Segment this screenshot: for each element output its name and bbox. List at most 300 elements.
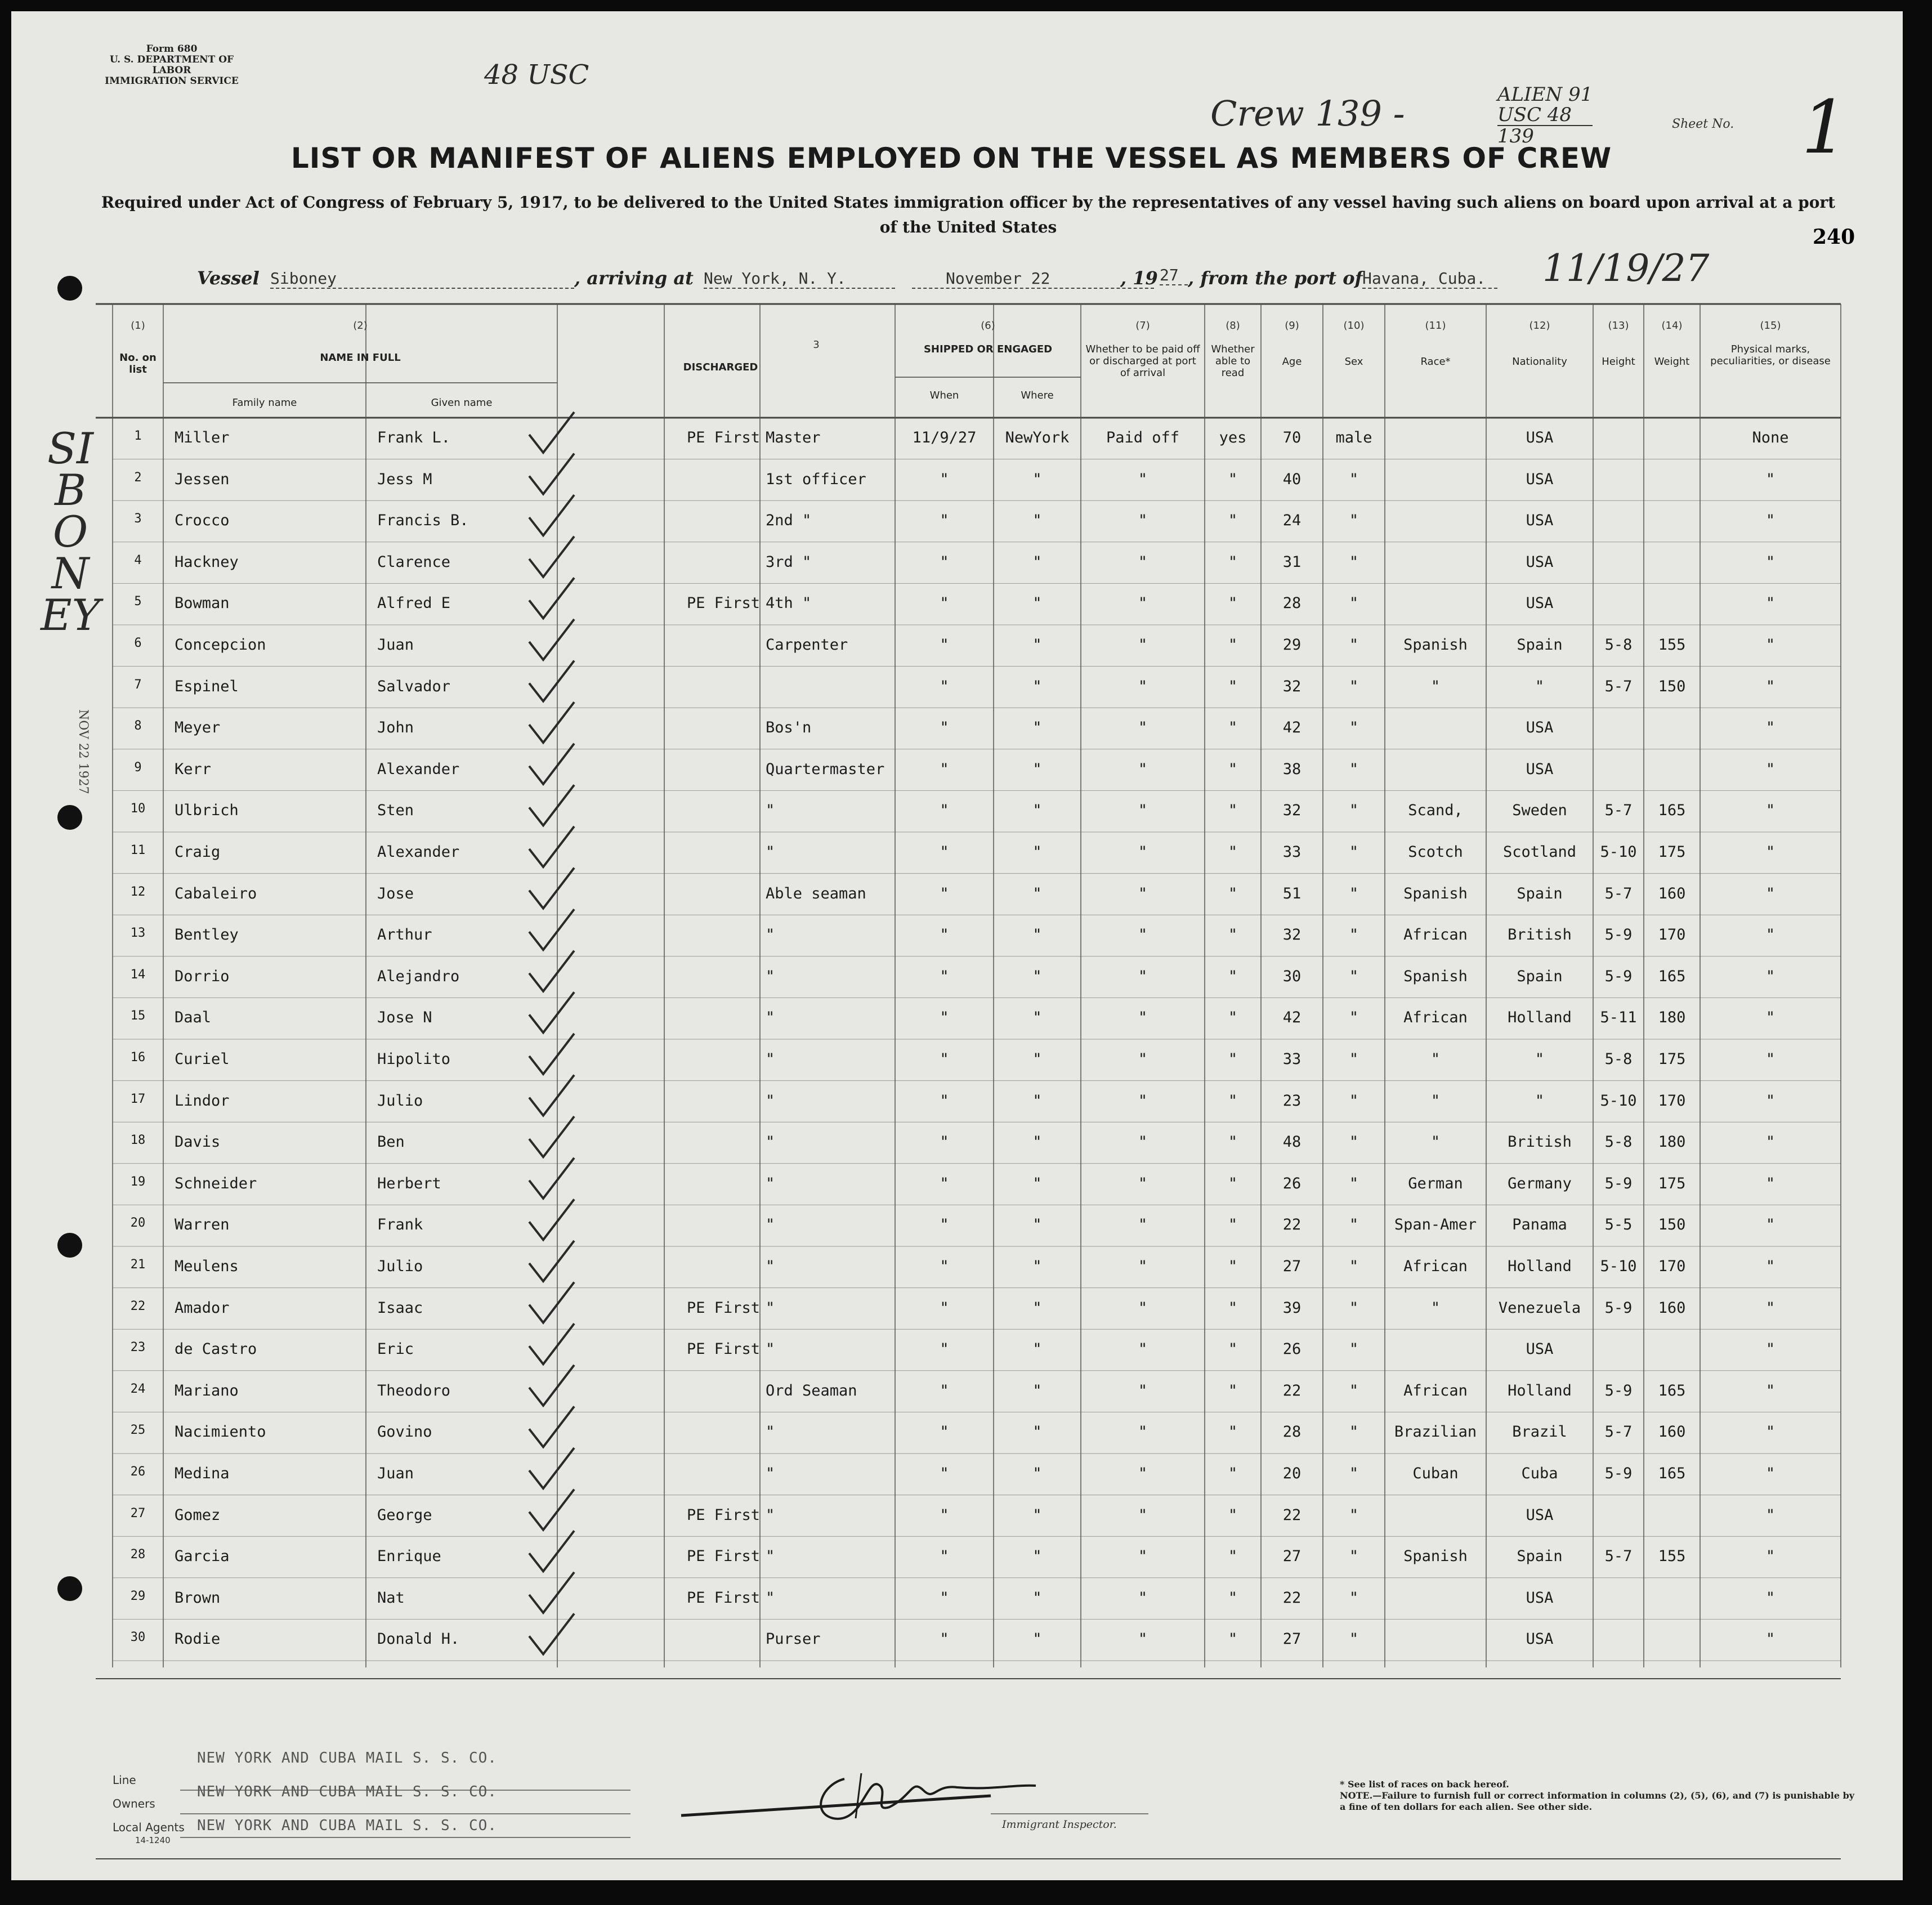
- cell-physical-marks: ": [1765, 677, 1776, 695]
- cell-capacity: ": [766, 1092, 775, 1110]
- cell-age: 22: [1282, 1506, 1302, 1524]
- cell-capacity: ": [766, 1423, 775, 1441]
- cell-physical-marks: ": [1765, 1258, 1776, 1275]
- cell-weight: 165: [1658, 967, 1686, 985]
- cell-sex: ": [1349, 719, 1359, 737]
- cell-paid-off: Paid off: [1106, 429, 1180, 446]
- cell-shipped-when: ": [940, 926, 949, 944]
- cell-family-name: Meulens: [175, 1258, 239, 1275]
- cell-shipped-where: ": [1032, 1340, 1042, 1358]
- footer-note: [1340, 1779, 1858, 1813]
- cell-sex: ": [1349, 1465, 1359, 1482]
- cell-sex: ": [1349, 843, 1359, 861]
- cell-weight: 150: [1658, 1216, 1686, 1234]
- cell-shipped-when: ": [940, 1050, 949, 1068]
- cell-given-name: Frank L.: [377, 429, 451, 446]
- cell-row-number: 17: [130, 1092, 146, 1106]
- cell-sex: ": [1349, 884, 1359, 902]
- cell-weight: 165: [1658, 1381, 1686, 1399]
- total-count: 139: [1497, 125, 1593, 146]
- cell-nationality: USA: [1526, 1340, 1554, 1358]
- cell-family-name: Craig: [175, 843, 221, 861]
- col-given-name: Given name: [431, 397, 493, 409]
- cell-given-name: Jose: [377, 884, 414, 902]
- cell-family-name: Jessen: [175, 470, 230, 488]
- col-13-number: (13): [1608, 320, 1629, 332]
- cell-shipped-where: ": [1032, 843, 1042, 861]
- cell-family-name: Curiel: [175, 1050, 230, 1068]
- cell-shipped-when: ": [940, 1133, 949, 1151]
- cell-row-number: 8: [134, 719, 142, 734]
- cell-row-number: 10: [130, 802, 146, 816]
- cell-shipped-where: ": [1032, 1589, 1042, 1607]
- cell-shipped-where: NewYork: [1005, 429, 1070, 446]
- cell-nationality: Holland: [1508, 1009, 1572, 1027]
- cell-shipped-when: ": [940, 1506, 949, 1524]
- cell-able-to-read: ": [1228, 1340, 1238, 1358]
- cell-nationality: USA: [1526, 512, 1554, 530]
- cell-age: 22: [1282, 1381, 1302, 1399]
- cell-physical-marks: ": [1765, 1589, 1776, 1607]
- cell-able-to-read: ": [1228, 1589, 1238, 1607]
- cell-family-name: Nacimiento: [175, 1423, 266, 1441]
- cell-weight: 160: [1658, 1299, 1686, 1317]
- cell-physical-marks: ": [1765, 1133, 1776, 1151]
- cell-able-to-read: ": [1228, 1174, 1238, 1192]
- cell-given-name: Alejandro: [377, 967, 460, 985]
- cell-family-name: Bentley: [175, 926, 239, 944]
- cell-age: 38: [1282, 760, 1302, 778]
- cell-sex: ": [1349, 512, 1359, 530]
- cell-paid-off: ": [1138, 470, 1148, 488]
- cell-height: 5-9: [1604, 926, 1633, 944]
- cell-age: 31: [1282, 553, 1302, 571]
- cell-nationality: Scotland: [1502, 843, 1577, 861]
- manifest-subtitle: Required under Act of Congress of February 5, 1917, to be delivered to the United States immigration officer by the representatives of any vessel having such aliens on board upon arrival at a port of the United States: [101, 193, 1836, 236]
- cell-family-name: Miller: [175, 429, 230, 446]
- cell-height: 5-9: [1604, 1299, 1633, 1317]
- cell-capacity: ": [766, 1133, 775, 1151]
- cell-row-number: 24: [130, 1381, 146, 1396]
- cell-row-number: 21: [130, 1258, 146, 1272]
- alien-count: ALIEN 91: [1497, 83, 1593, 106]
- cell-able-to-read: ": [1228, 1630, 1238, 1648]
- cell-paid-off: ": [1138, 553, 1148, 571]
- cell-age: 32: [1282, 677, 1302, 695]
- col-family-name: Family name: [232, 397, 297, 409]
- cell-race: ": [1430, 1133, 1441, 1151]
- cell-family-name: Garcia: [175, 1548, 230, 1566]
- cell-sex: ": [1349, 1340, 1359, 1358]
- cell-sex: ": [1349, 1381, 1359, 1399]
- cell-age: 27: [1282, 1258, 1302, 1275]
- cell-sex: male: [1335, 429, 1372, 446]
- cell-race: African: [1403, 1381, 1468, 1399]
- form-code: 14-1240: [135, 1835, 171, 1845]
- col-when: When: [929, 390, 959, 401]
- cell-family-name: Dorrio: [175, 967, 230, 985]
- cell-paid-off: ": [1138, 802, 1148, 820]
- cell-nationality: USA: [1526, 760, 1554, 778]
- cell-row-number: 14: [130, 967, 146, 982]
- col-no-on-list: No. on list: [119, 352, 156, 375]
- cell-given-name: Julio: [377, 1092, 423, 1110]
- cell-able-to-read: ": [1228, 1092, 1238, 1110]
- cell-race: Brazilian: [1394, 1423, 1477, 1441]
- cell-nationality: Panama: [1512, 1216, 1567, 1234]
- cell-capacity: 2nd ": [766, 512, 812, 530]
- cell-shipped-when: ": [940, 1092, 949, 1110]
- cell-sex: ": [1349, 636, 1359, 654]
- cell-nationality: Sweden: [1512, 802, 1567, 820]
- owners-label: Owners: [113, 1797, 155, 1810]
- cell-paid-off: ": [1138, 760, 1148, 778]
- line-stamp: NEW YORK AND CUBA MAIL S. S. CO.: [197, 1750, 497, 1767]
- cell-shipped-when: ": [940, 1299, 949, 1317]
- cell-age: 40: [1282, 470, 1302, 488]
- cell-age: 27: [1282, 1630, 1302, 1648]
- cell-nationality: ": [1535, 677, 1545, 695]
- cell-shipped-when: ": [940, 1589, 949, 1607]
- cell-sex: ": [1349, 1216, 1359, 1234]
- cell-race: African: [1403, 1258, 1468, 1275]
- cell-sex: ": [1349, 1548, 1359, 1566]
- cell-able-to-read: ": [1228, 512, 1238, 530]
- cell-paid-off: ": [1138, 1381, 1148, 1399]
- cell-row-number: 11: [130, 843, 146, 857]
- cell-able-to-read: ": [1228, 1133, 1238, 1151]
- cell-capacity: ": [766, 1340, 775, 1358]
- cell-shipped-where: ": [1032, 1423, 1042, 1441]
- cell-weight: 160: [1658, 1423, 1686, 1441]
- cell-capacity: Ord Seaman: [766, 1381, 857, 1399]
- cell-nationality: Brazil: [1512, 1423, 1567, 1441]
- cell-row-number: 16: [130, 1050, 146, 1065]
- cell-shipped-when: ": [940, 677, 949, 695]
- cell-sex: ": [1349, 1009, 1359, 1027]
- cell-nationality: Holland: [1508, 1258, 1572, 1275]
- cell-discharged-status: PE First: [686, 1589, 760, 1607]
- cell-weight: 175: [1658, 843, 1686, 861]
- cell-row-number: 7: [134, 677, 142, 692]
- arrival-year: 27: [1160, 266, 1188, 285]
- cell-paid-off: ": [1138, 967, 1148, 985]
- cell-physical-marks: ": [1765, 1423, 1776, 1441]
- cell-given-name: Hipolito: [377, 1050, 451, 1068]
- cell-shipped-where: ": [1032, 1381, 1042, 1399]
- cell-paid-off: ": [1138, 1092, 1148, 1110]
- cell-given-name: Eric: [377, 1340, 414, 1358]
- col-shipped-engaged: SHIPPED OR ENGAGED: [923, 343, 1053, 355]
- cell-paid-off: ": [1138, 1258, 1148, 1275]
- cell-able-to-read: ": [1228, 884, 1238, 902]
- cell-capacity: ": [766, 1548, 775, 1566]
- col-race: Race*: [1420, 356, 1451, 368]
- cell-capacity: Carpenter: [766, 636, 848, 654]
- cell-nationality: Cuba: [1521, 1465, 1558, 1482]
- cell-capacity: ": [766, 843, 775, 861]
- cell-family-name: Schneider: [175, 1174, 257, 1192]
- cell-age: 30: [1282, 967, 1302, 985]
- cell-row-number: 29: [130, 1589, 146, 1603]
- cell-height: 5-7: [1604, 1423, 1633, 1441]
- cell-able-to-read: ": [1228, 1050, 1238, 1068]
- cell-able-to-read: ": [1228, 926, 1238, 944]
- cell-family-name: Ulbrich: [175, 802, 239, 820]
- cell-given-name: Juan: [377, 1465, 414, 1482]
- col-age: Age: [1282, 356, 1302, 368]
- cell-shipped-when: ": [940, 594, 949, 612]
- cell-able-to-read: ": [1228, 594, 1238, 612]
- cell-height: 5-7: [1604, 677, 1633, 695]
- cell-able-to-read: ": [1228, 1506, 1238, 1524]
- cell-given-name: Jess M: [377, 470, 432, 488]
- cell-paid-off: ": [1138, 1465, 1148, 1482]
- cell-age: 28: [1282, 594, 1302, 612]
- cell-family-name: de Castro: [175, 1340, 257, 1358]
- cell-sex: ": [1349, 553, 1359, 571]
- cell-shipped-when: ": [940, 1423, 949, 1441]
- col-sex: Sex: [1344, 356, 1363, 368]
- cell-row-number: 22: [130, 1299, 146, 1313]
- cell-age: 23: [1282, 1092, 1302, 1110]
- cell-row-number: 26: [130, 1465, 146, 1479]
- cell-family-name: Warren: [175, 1216, 230, 1234]
- cell-race: Scand,: [1408, 802, 1463, 820]
- cell-able-to-read: ": [1228, 1465, 1238, 1482]
- cell-physical-marks: ": [1765, 802, 1776, 820]
- cell-shipped-when: ": [940, 1630, 949, 1648]
- cell-shipped-when: ": [940, 843, 949, 861]
- cell-able-to-read: ": [1228, 719, 1238, 737]
- cell-discharged-status: PE First: [686, 429, 760, 446]
- cell-physical-marks: ": [1765, 1216, 1776, 1234]
- cell-family-name: Bowman: [175, 594, 230, 612]
- sheet-number: 1: [1801, 84, 1848, 170]
- cell-physical-marks: ": [1765, 553, 1776, 571]
- cell-physical-marks: ": [1765, 636, 1776, 654]
- cell-sex: ": [1349, 1133, 1359, 1151]
- cell-nationality: Spain: [1517, 884, 1563, 902]
- cell-paid-off: ": [1138, 1299, 1148, 1317]
- cell-nationality: Holland: [1508, 1381, 1572, 1399]
- cell-sex: ": [1349, 470, 1359, 488]
- cell-height: 5-7: [1604, 802, 1633, 820]
- cell-shipped-where: ": [1032, 594, 1042, 612]
- cell-weight: 180: [1658, 1009, 1686, 1027]
- cell-nationality: USA: [1526, 1506, 1554, 1524]
- cell-height: 5-9: [1604, 1174, 1633, 1192]
- cell-physical-marks: ": [1765, 1009, 1776, 1027]
- cell-height: 5-5: [1604, 1216, 1633, 1234]
- cell-given-name: Alexander: [377, 843, 460, 861]
- cell-weight: 155: [1658, 1548, 1686, 1566]
- cell-physical-marks: ": [1765, 1299, 1776, 1317]
- cell-row-number: 27: [130, 1506, 146, 1521]
- cell-shipped-where: ": [1032, 760, 1042, 778]
- cell-shipped-where: ": [1032, 967, 1042, 985]
- cell-given-name: Nat: [377, 1589, 405, 1607]
- form-number: Form 680: [146, 43, 198, 55]
- cell-able-to-read: ": [1228, 802, 1238, 820]
- cell-height: 5-9: [1604, 1465, 1633, 1482]
- cell-shipped-where: ": [1032, 1630, 1042, 1648]
- cell-given-name: Theodoro: [377, 1381, 451, 1399]
- cell-physical-marks: ": [1765, 512, 1776, 530]
- cell-family-name: Cabaleiro: [175, 884, 257, 902]
- cell-paid-off: ": [1138, 926, 1148, 944]
- cell-shipped-when: ": [940, 1340, 949, 1358]
- cell-given-name: Donald H.: [377, 1630, 460, 1648]
- cell-height: 5-8: [1604, 1133, 1633, 1151]
- cell-paid-off: ": [1138, 1589, 1148, 1607]
- col-name-in-full: NAME IN FULL: [320, 352, 401, 364]
- cell-family-name: Espinel: [175, 677, 239, 695]
- cell-able-to-read: ": [1228, 760, 1238, 778]
- cell-family-name: Medina: [175, 1465, 230, 1482]
- cell-physical-marks: ": [1765, 760, 1776, 778]
- cell-sex: ": [1349, 677, 1359, 695]
- cell-shipped-where: ": [1032, 1050, 1042, 1068]
- cell-row-number: 20: [130, 1216, 146, 1231]
- cell-paid-off: ": [1138, 1009, 1148, 1027]
- cell-sex: ": [1349, 1299, 1359, 1317]
- cell-physical-marks: ": [1765, 1092, 1776, 1110]
- cell-paid-off: ": [1138, 1548, 1148, 1566]
- cell-family-name: Gomez: [175, 1506, 221, 1524]
- cell-shipped-where: ": [1032, 1133, 1042, 1151]
- cell-sex: ": [1349, 760, 1359, 778]
- cell-capacity: ": [766, 802, 775, 820]
- cell-family-name: Daal: [175, 1009, 212, 1027]
- cell-given-name: Enrique: [377, 1548, 441, 1566]
- cell-shipped-where: ": [1032, 677, 1042, 695]
- cell-nationality: Germany: [1508, 1174, 1572, 1192]
- cell-physical-marks: ": [1765, 1340, 1776, 1358]
- cell-row-number: 15: [130, 1009, 146, 1023]
- cell-given-name: Ben: [377, 1133, 405, 1151]
- cell-sex: ": [1349, 1630, 1359, 1648]
- col-paid-off: Whether to be paid off or discharged at port of arrival: [1085, 343, 1200, 379]
- cell-paid-off: ": [1138, 884, 1148, 902]
- from-port-label: , from the port of: [1188, 267, 1363, 289]
- cell-discharged-status: PE First: [686, 1506, 760, 1524]
- cell-capacity: ": [766, 967, 775, 985]
- cell-given-name: Sten: [377, 802, 414, 820]
- cell-age: 48: [1282, 1133, 1302, 1151]
- cell-row-number: 9: [134, 760, 142, 775]
- cell-family-name: Lindor: [175, 1092, 230, 1110]
- cell-weight: 180: [1658, 1133, 1686, 1151]
- cell-shipped-where: ": [1032, 719, 1042, 737]
- cell-shipped-where: ": [1032, 1216, 1042, 1234]
- cell-shipped-where: ": [1032, 802, 1042, 820]
- col-7-number: (7): [1135, 320, 1150, 332]
- sheet-no-label: Sheet No.: [1672, 117, 1734, 131]
- cell-shipped-where: ": [1032, 1258, 1042, 1275]
- cell-age: 29: [1282, 636, 1302, 654]
- cell-family-name: Meyer: [175, 719, 221, 737]
- cell-shipped-when: ": [940, 1381, 949, 1399]
- cell-able-to-read: yes: [1219, 429, 1247, 446]
- cell-shipped-when: ": [940, 1009, 949, 1027]
- cell-race: Spanish: [1403, 1548, 1468, 1566]
- cell-capacity: 3rd ": [766, 553, 812, 571]
- cell-able-to-read: ": [1228, 677, 1238, 695]
- col-9-number: (9): [1285, 320, 1299, 332]
- cell-age: 27: [1282, 1548, 1302, 1566]
- cell-shipped-when: ": [940, 1465, 949, 1482]
- cell-race: Spanish: [1403, 967, 1468, 985]
- cell-height: 5-7: [1604, 884, 1633, 902]
- page-number: 240: [1813, 225, 1855, 249]
- cell-race: Spanish: [1403, 636, 1468, 654]
- cell-shipped-when: ": [940, 967, 949, 985]
- cell-paid-off: ": [1138, 719, 1148, 737]
- cell-capacity: ": [766, 1589, 775, 1607]
- cell-physical-marks: ": [1765, 719, 1776, 737]
- cell-able-to-read: ": [1228, 967, 1238, 985]
- cell-capacity: ": [766, 1506, 775, 1524]
- cell-sex: ": [1349, 594, 1359, 612]
- col-where: Where: [1021, 390, 1054, 401]
- cell-shipped-when: ": [940, 512, 949, 530]
- cell-physical-marks: ": [1765, 594, 1776, 612]
- cell-row-number: 23: [130, 1340, 146, 1355]
- cell-capacity: ": [766, 1050, 775, 1068]
- received-stamp: NOV 22 1927: [76, 709, 90, 794]
- cell-shipped-where: ": [1032, 1299, 1042, 1317]
- cell-able-to-read: ": [1228, 553, 1238, 571]
- col-1-number: (1): [131, 320, 145, 332]
- cell-nationality: USA: [1526, 1630, 1554, 1648]
- cell-row-number: 13: [130, 926, 146, 941]
- cell-paid-off: ": [1138, 677, 1148, 695]
- cell-capacity: ": [766, 926, 775, 944]
- cell-race: German: [1408, 1174, 1463, 1192]
- cell-sex: ": [1349, 1589, 1359, 1607]
- cell-family-name: Crocco: [175, 512, 230, 530]
- cell-row-number: 28: [130, 1548, 146, 1562]
- cell-height: 5-10: [1600, 843, 1637, 861]
- year-prefix: , 19: [1120, 267, 1158, 289]
- cell-capacity: ": [766, 1216, 775, 1234]
- cell-family-name: Hackney: [175, 553, 239, 571]
- cell-row-number: 3: [134, 512, 142, 526]
- cell-race: ": [1430, 1299, 1441, 1317]
- cell-paid-off: ": [1138, 1133, 1148, 1151]
- cell-capacity: Able seaman: [766, 884, 866, 902]
- cell-shipped-when: ": [940, 1548, 949, 1566]
- col-6-number: (6): [981, 320, 995, 332]
- cell-capacity: Purser: [766, 1630, 821, 1648]
- service-name: IMMIGRATION SERVICE: [105, 75, 239, 87]
- cell-nationality: Venezuela: [1498, 1299, 1581, 1317]
- cell-height: 5-9: [1604, 1381, 1633, 1399]
- cell-row-number: 4: [134, 553, 142, 567]
- cell-height: 5-10: [1600, 1258, 1637, 1275]
- race-note: * See list of races on back hereof.: [1340, 1779, 1509, 1790]
- cell-sex: ": [1349, 926, 1359, 944]
- cell-shipped-where: ": [1032, 1092, 1042, 1110]
- cell-sex: ": [1349, 967, 1359, 985]
- usc-count: USC 48: [1497, 104, 1572, 126]
- cell-weight: 160: [1658, 884, 1686, 902]
- cell-given-name: Francis B.: [377, 512, 469, 530]
- cell-sex: ": [1349, 1092, 1359, 1110]
- cell-age: 24: [1282, 512, 1302, 530]
- cell-height: 5-7: [1604, 1548, 1633, 1566]
